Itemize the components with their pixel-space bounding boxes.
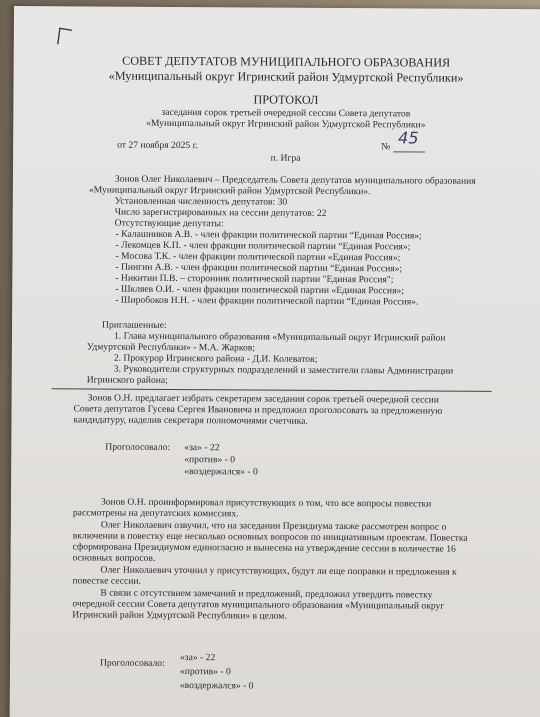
agenda-text: повестке сессии.	[72, 575, 142, 587]
vote-label: Проголосовало:	[99, 657, 165, 669]
absent-item: - Шкляев О.И. - член фракции политической партии «Единая Россия»;	[115, 283, 405, 297]
vote-for: «за» - 22	[179, 652, 216, 664]
absent-item: - Широбоков Н.Н. - член фракции политической партии “Единая Россия».	[115, 294, 419, 308]
agenda-text: рассмотрены на депутатских комиссиях.	[72, 507, 239, 520]
absent-item: - Пингин А.В. - член фракции политической партии “Единая Россия»;	[115, 261, 403, 275]
place: п. Игра	[270, 152, 301, 164]
agenda-text: Олег Николаевич озвучил, что на заседании Президиума также рассмотрен вопрос о	[100, 519, 447, 533]
vote-abstain: «воздержался» - 0	[179, 680, 254, 692]
session-line-1: заседания сорок третьей очередной сессии Совета депутатов	[161, 106, 411, 120]
separator-line	[52, 388, 492, 392]
agenda-text: включении в повестку еще несколько основных вопросов по инициативным проектам. Повестка	[72, 530, 468, 544]
invited-item: 2. Прокурор Игринского района - Д.И. Колеватов;	[113, 352, 318, 365]
vote-against: «против» - 0	[179, 666, 231, 678]
agenda-text: очередной сессии Совета депутатов муниципального образования «Муниципальный округ	[72, 598, 445, 612]
number-underline	[393, 151, 425, 152]
agenda-text: Олег Николаевич уточнил у присутствующих, будут ли еще поправки и предложения к	[100, 564, 457, 578]
established-count: Установленная численность депутатов: 30	[114, 195, 288, 208]
protocol-heading: ПРОТОКОЛ	[253, 92, 319, 107]
vote-label: Проголосовало:	[105, 441, 171, 453]
secretary-text: Совета депутатов Гусева Сергея Ивановича и предложил проголосовать за предложенную	[73, 403, 443, 417]
vote-for: «за» - 22	[184, 442, 220, 454]
absent-label: Отсутствующие депутаты:	[114, 217, 224, 230]
invited-item: Игринского района;	[86, 374, 168, 386]
number-label: №	[381, 141, 391, 153]
session-line-2: «Муниципальный округ Игринский район Удмуртской Республики»	[146, 117, 426, 131]
agenda-text: основных вопросов.	[72, 552, 156, 564]
protocol-number: 45	[398, 128, 419, 148]
agenda-text: сформирована Президиумом единогласно и вынесена на утверждение сессии в количестве 16	[72, 541, 456, 555]
registered-count: Число зарегистрированных на сессии депутатов: 22	[114, 206, 327, 219]
vote-abstain: «воздержался» - 0	[184, 466, 258, 478]
secretary-text: кандидатуру, наделив секретаря полномочиями счетчика.	[73, 414, 308, 427]
council-title: СОВЕТ ДЕПУТАТОВ МУНИЦИПАЛЬНОГО ОБРАЗОВАНИЯ	[122, 53, 451, 70]
invited-item: Удмуртской Республики» - М.А. Жарков;	[86, 341, 256, 354]
invited-item: 3. Руководители структурных подразделений и заместители главы Администрации	[113, 363, 454, 377]
vote-against: «против» - 0	[184, 454, 236, 466]
chair-line-1: Зонов Олег Николаевич – Председатель Совета депутатов муниципального образования	[114, 173, 476, 187]
absent-item: - Калашников А.В. - член фракции политической партии “Единая Россия»;	[115, 228, 422, 242]
agenda-text: Зонов О.Н. проинформировал присутствующих о том, что все вопросы повестки	[100, 496, 432, 510]
invited-item: 1. Глава муниципального образования «Муниципальный округ Игринский район	[113, 330, 446, 344]
secretary-text: Зонов О.Н. предлагает избрать секретарем заседания сорок третьей очередной сессии	[87, 392, 439, 406]
protocol-date: от 27 ноября 2025 г.	[117, 139, 198, 152]
absent-item: - Лекомцев К.П. - член фракции политической партии “Единая Россия»;	[115, 239, 411, 253]
document-page	[9, 6, 540, 717]
staple-mark-icon	[54, 24, 76, 46]
invited-label: Приглашенные:	[102, 319, 167, 331]
agenda-text: Игринский район Удмуртской Республики» в целом.	[72, 609, 287, 622]
agenda-text: В связи с отсутствием замечаний и предложений, предложил утвердить повестку	[100, 587, 433, 601]
absent-item: - Никитин П.В. – сторонник политической партии "Единая Россия";	[115, 272, 394, 286]
chair-line-2: «Муниципальный округ Игринский район Удмуртской Республики».	[88, 184, 371, 198]
district-title: «Муниципальный округ Игринский район Удмуртской Республики»	[108, 68, 464, 85]
absent-item: - Мосова Т.К. - член фракции политической партии «Единая Россия»;	[115, 250, 401, 264]
